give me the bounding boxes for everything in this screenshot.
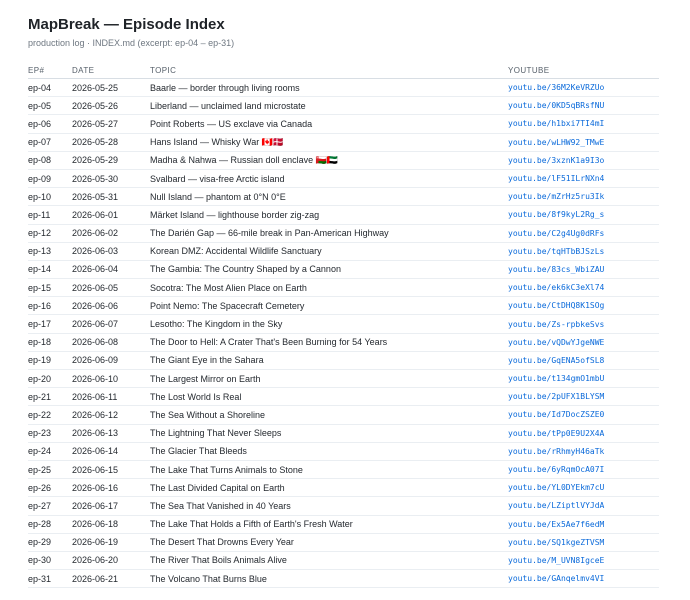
episode-topic-cell: The Lake That Turns Animals to Stone: [150, 460, 508, 478]
youtube-link[interactable]: youtu.be/CtDHQ8K1SOg: [508, 297, 659, 315]
episode-topic-cell: Liberland — unclaimed land microstate: [150, 97, 508, 115]
page-title: MapBreak — Episode Index: [28, 16, 225, 33]
episode-number-cell: ep-20: [28, 370, 72, 388]
youtube-link[interactable]: youtu.be/M_UVN8IgceE: [508, 551, 659, 569]
episode-number-cell: ep-21: [28, 388, 72, 406]
episode-number-cell: ep-06: [28, 115, 72, 133]
episode-date-cell: 2026-06-09: [72, 351, 150, 369]
table-row: [28, 297, 659, 315]
episode-topic-cell: The Gambia: The Country Shaped by a Cannon: [150, 260, 508, 278]
episode-topic-cell: The Volcano That Burns Blue: [150, 570, 508, 588]
youtube-link[interactable]: youtu.be/lF51ILrNXn4: [508, 169, 659, 187]
table-row: [28, 370, 659, 388]
youtube-link[interactable]: youtu.be/rRhmyH46aTk: [508, 442, 659, 460]
youtube-link[interactable]: youtu.be/0KD5qBRsfNU: [508, 97, 659, 115]
table-row: [28, 242, 659, 260]
youtube-link[interactable]: youtu.be/6yRqmOcA07I: [508, 460, 659, 478]
episode-date-cell: 2026-06-16: [72, 479, 150, 497]
youtube-link[interactable]: youtu.be/tqHTbBJSzLs: [508, 242, 659, 260]
episode-number-cell: ep-23: [28, 424, 72, 442]
youtube-link[interactable]: youtu.be/C2g4Ug0dRFs: [508, 224, 659, 242]
youtube-link[interactable]: youtu.be/h1bxi7TI4mI: [508, 115, 659, 133]
episode-date-cell: 2026-05-31: [72, 188, 150, 206]
table-row: [28, 224, 659, 242]
episode-number-cell: ep-16: [28, 297, 72, 315]
episode-number-cell: ep-14: [28, 260, 72, 278]
episode-date-cell: 2026-06-17: [72, 497, 150, 515]
youtube-link[interactable]: youtu.be/Zs-rpbkeSvs: [508, 315, 659, 333]
table-row: [28, 388, 659, 406]
episode-topic-cell: The Last Divided Capital on Earth: [150, 479, 508, 497]
youtube-link[interactable]: youtu.be/8f9kyL2Rg_s: [508, 206, 659, 224]
column-header-topic: TOPIC: [150, 63, 508, 79]
episode-number-cell: ep-24: [28, 442, 72, 460]
episode-number-cell: ep-08: [28, 151, 72, 169]
episode-topic-cell: Madha & Nahwa — Russian doll enclave 🇴🇲🇦🇪: [150, 151, 508, 169]
episode-topic-cell: Point Nemo: The Spacecraft Cemetery: [150, 297, 508, 315]
episode-date-cell: 2026-05-28: [72, 133, 150, 151]
episode-date-cell: 2026-06-04: [72, 260, 150, 278]
page-subtitle: production log · INDEX.md (excerpt: ep-04 – ep-31): [28, 38, 235, 48]
youtube-link[interactable]: youtu.be/t134gmO1mbU: [508, 370, 659, 388]
episode-number-cell: ep-30: [28, 551, 72, 569]
table-row: [28, 424, 659, 442]
episode-date-cell: 2026-05-27: [72, 115, 150, 133]
youtube-link[interactable]: youtu.be/wLHW92_TMwE: [508, 133, 659, 151]
episode-number-cell: ep-29: [28, 533, 72, 551]
table-row: [28, 551, 659, 569]
episode-date-cell: 2026-06-12: [72, 406, 150, 424]
youtube-link[interactable]: youtu.be/GqENA5ofSL8: [508, 351, 659, 369]
youtube-link[interactable]: youtu.be/GAnqelmv4VI: [508, 570, 659, 588]
episode-date-cell: 2026-06-20: [72, 551, 150, 569]
table-row: [28, 515, 659, 533]
episode-date-cell: 2026-06-15: [72, 460, 150, 478]
table-row: [28, 315, 659, 333]
youtube-link[interactable]: youtu.be/Ex5Ae7f6edM: [508, 515, 659, 533]
episode-topic-cell: The Largest Mirror on Earth: [150, 370, 508, 388]
youtube-link[interactable]: youtu.be/36M2KeVRZUo: [508, 79, 659, 97]
episode-number-cell: ep-04: [28, 79, 72, 97]
youtube-link[interactable]: youtu.be/tPp0E9U2X4A: [508, 424, 659, 442]
episode-topic-cell: Hans Island — Whisky War 🇨🇦🇩🇰: [150, 133, 508, 151]
episode-number-cell: ep-28: [28, 515, 72, 533]
episode-number-cell: ep-26: [28, 479, 72, 497]
episode-date-cell: 2026-06-13: [72, 424, 150, 442]
episode-date-cell: 2026-05-29: [72, 151, 150, 169]
table-row: [28, 279, 659, 297]
episode-date-cell: 2026-05-26: [72, 97, 150, 115]
table-row: [28, 442, 659, 460]
episode-date-cell: 2026-06-07: [72, 315, 150, 333]
episode-number-cell: ep-31: [28, 570, 72, 588]
episode-number-cell: ep-18: [28, 333, 72, 351]
episode-topic-cell: The Giant Eye in the Sahara: [150, 351, 508, 369]
table-row: [28, 188, 659, 206]
episode-topic-cell: Socotra: The Most Alien Place on Earth: [150, 279, 508, 297]
episode-topic-cell: The Glacier That Bleeds: [150, 442, 508, 460]
episode-number-cell: ep-11: [28, 206, 72, 224]
table-row: [28, 151, 659, 169]
episode-number-cell: ep-12: [28, 224, 72, 242]
episode-number-cell: ep-09: [28, 169, 72, 187]
episode-number-cell: ep-19: [28, 351, 72, 369]
episode-date-cell: 2026-06-18: [72, 515, 150, 533]
episode-number-cell: ep-17: [28, 315, 72, 333]
episode-number-cell: ep-22: [28, 406, 72, 424]
youtube-link[interactable]: youtu.be/Id7DocZSZE0: [508, 406, 659, 424]
table-row: [28, 479, 659, 497]
episode-topic-cell: Märket Island — lighthouse border zig-zag: [150, 206, 508, 224]
table-row: [28, 333, 659, 351]
episode-date-cell: 2026-06-02: [72, 224, 150, 242]
episode-number-cell: ep-25: [28, 460, 72, 478]
episode-number-cell: ep-05: [28, 97, 72, 115]
table-row: [28, 169, 659, 187]
table-row: [28, 79, 659, 97]
episode-number-cell: ep-15: [28, 279, 72, 297]
episode-topic-cell: The Sea That Vanished in 40 Years: [150, 497, 508, 515]
table-row: [28, 406, 659, 424]
table-row: [28, 533, 659, 551]
episode-topic-cell: The Lake That Holds a Fifth of Earth's Fresh Water: [150, 515, 508, 533]
episode-date-cell: 2026-06-21: [72, 570, 150, 588]
youtube-link[interactable]: youtu.be/83cs_WbiZAU: [508, 260, 659, 278]
youtube-link[interactable]: youtu.be/2pUFX1BLYSM: [508, 388, 659, 406]
youtube-link[interactable]: youtu.be/ek6kC3eXl74: [508, 279, 659, 297]
episode-topic-cell: Svalbard — visa-free Arctic island: [150, 169, 508, 187]
column-header-date: DATE: [72, 63, 150, 79]
youtube-link[interactable]: youtu.be/vQDwYJgeNWE: [508, 333, 659, 351]
episode-topic-cell: The River That Boils Animals Alive: [150, 551, 508, 569]
episode-topic-cell: Korean DMZ: Accidental Wildlife Sanctuary: [150, 242, 508, 260]
episode-topic-cell: The Darién Gap — 66-mile break in Pan-American Highway: [150, 224, 508, 242]
table-row: [28, 133, 659, 151]
table-row: [28, 351, 659, 369]
table-row: [28, 570, 659, 588]
episode-number-cell: ep-27: [28, 497, 72, 515]
youtube-link[interactable]: youtu.be/LZiptlVYJdA: [508, 497, 659, 515]
episode-date-cell: 2026-06-10: [72, 370, 150, 388]
episode-date-cell: 2026-06-08: [72, 333, 150, 351]
youtube-link[interactable]: youtu.be/SQ1kgeZTVSM: [508, 533, 659, 551]
episode-date-cell: 2026-06-19: [72, 533, 150, 551]
table-row: [28, 206, 659, 224]
episode-topic-cell: The Lightning That Never Sleeps: [150, 424, 508, 442]
episode-topic-cell: The Sea Without a Shoreline: [150, 406, 508, 424]
column-header-youtube: YOUTUBE: [508, 63, 659, 79]
episode-topic-cell: Baarle — border through living rooms: [150, 79, 508, 97]
table-row: [28, 115, 659, 133]
episode-date-cell: 2026-06-14: [72, 442, 150, 460]
episode-date-cell: 2026-06-01: [72, 206, 150, 224]
youtube-link[interactable]: youtu.be/mZrHz5ru3Ik: [508, 188, 659, 206]
episode-date-cell: 2026-06-05: [72, 279, 150, 297]
episode-topic-cell: Lesotho: The Kingdom in the Sky: [150, 315, 508, 333]
episode-date-cell: 2026-06-06: [72, 297, 150, 315]
table-row: [28, 260, 659, 278]
table-header-row: [28, 63, 659, 79]
youtube-link[interactable]: youtu.be/3xznK1a9I3o: [508, 151, 659, 169]
table-row: [28, 97, 659, 115]
episode-topic-cell: Null Island — phantom at 0°N 0°E: [150, 188, 508, 206]
youtube-link[interactable]: youtu.be/YL0DYEkm7cU: [508, 479, 659, 497]
episode-number-cell: ep-10: [28, 188, 72, 206]
episode-topic-cell: The Door to Hell: A Crater That's Been Burning for 54 Years: [150, 333, 508, 351]
episode-topic-cell: The Desert That Drowns Every Year: [150, 533, 508, 551]
table-row: [28, 460, 659, 478]
episode-date-cell: 2026-06-11: [72, 388, 150, 406]
episode-date-cell: 2026-05-25: [72, 79, 150, 97]
episode-topic-cell: Point Roberts — US exclave via Canada: [150, 115, 508, 133]
column-header-ep: EP#: [28, 63, 72, 79]
episode-date-cell: 2026-05-30: [72, 169, 150, 187]
episode-number-cell: ep-13: [28, 242, 72, 260]
episode-topic-cell: The Lost World Is Real: [150, 388, 508, 406]
episode-number-cell: ep-07: [28, 133, 72, 151]
episode-table: [28, 63, 659, 588]
table-row: [28, 497, 659, 515]
episode-date-cell: 2026-06-03: [72, 242, 150, 260]
